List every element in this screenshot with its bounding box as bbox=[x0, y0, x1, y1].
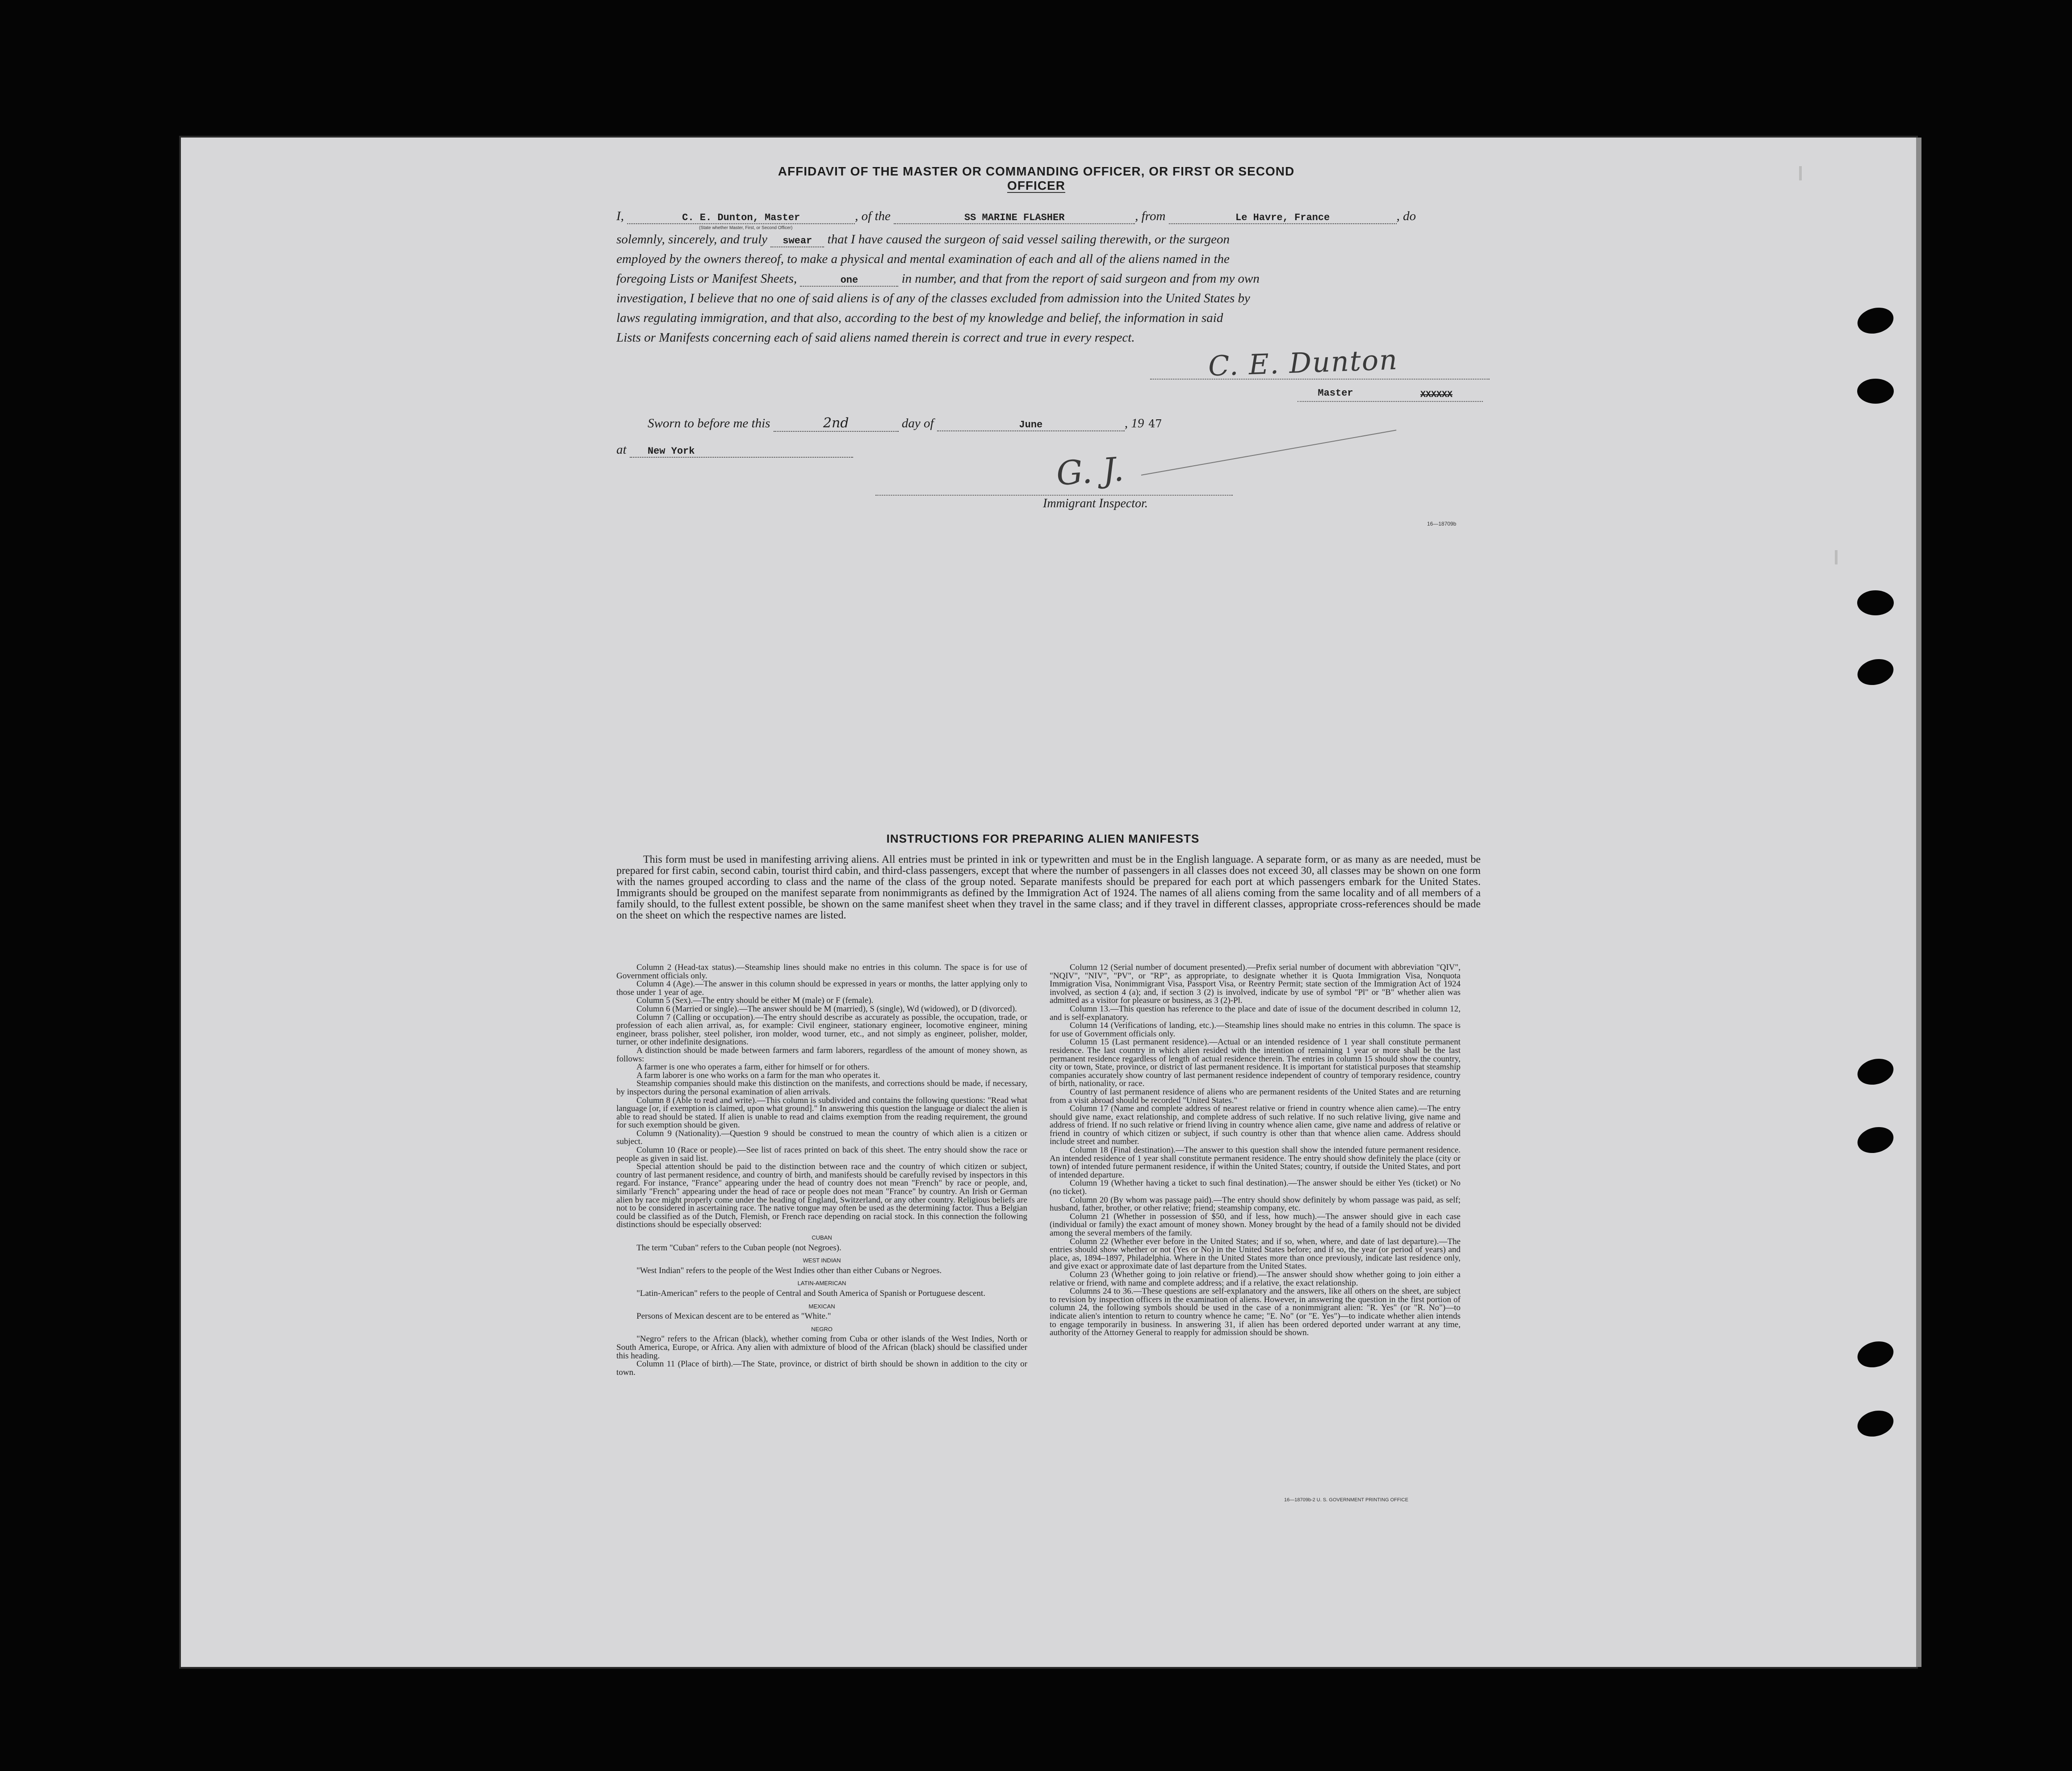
right-paragraph: Column 18 (Final destination).—The answer to this question shall show the intended future permanent residence. An intended residence of 1 year shall constitute permanent residence. The entry should show definitely the place (city or town) of intended future permanent residence, if within the United States; country, if outside the United States, and port of intended departure. bbox=[1050, 1145, 1461, 1180]
left-paragraph: Column 6 (Married or single).—The answer should be M (married), S (single), Wd (widowed), or D (divorced). bbox=[636, 1004, 1017, 1014]
affidavit-title: AFFIDAVIT OF THE MASTER OR COMMANDING OFFICER, OR FIRST OR SECOND OFFICER bbox=[778, 164, 1295, 192]
affidavit-line-3: employed by the owners thereof, to make a physical and mental examination of each and all of the aliens named in the bbox=[616, 252, 1230, 266]
master-signature: C. E. Dunton bbox=[1207, 343, 1399, 383]
sheet-count-field: one bbox=[800, 275, 898, 287]
right-paragraph: Column 14 (Verifications of landing, etc.).—Steamship lines should make no entries in this column. The space is for use of Government officials only. bbox=[1050, 1021, 1461, 1039]
vessel-name-field: SS MARINE FLASHER bbox=[894, 212, 1135, 224]
punch-hole bbox=[1857, 590, 1894, 615]
right-paragraph: Column 20 (By whom was passage paid).—The entry should show definitely by whom passage was paid, as self; husband, father, brother, or other relative; friend; steamship company, etc. bbox=[1050, 1195, 1461, 1213]
scan-mark bbox=[1835, 550, 1838, 564]
left-paragraph: A farmer is one who operates a farm, either for himself or for others. bbox=[636, 1062, 870, 1072]
inspector-signature: G. J. bbox=[1055, 450, 1125, 493]
latin-american-heading: LATIN-AMERICAN bbox=[797, 1280, 846, 1287]
affidavit-line-6: laws regulating immigration, and that also, according to the best of my knowledge and belief, the information in said bbox=[616, 311, 1223, 325]
port-field: Le Havre, France bbox=[1169, 212, 1397, 224]
right-paragraph: Column 21 (Whether in possession of $50, and if less, how much).—The answer should give in each case (individual or family) the exact amount of money shown. Money brought by the head of a family should not be divided among the several members of the family. bbox=[1050, 1211, 1461, 1238]
manifest-sheet bbox=[181, 138, 1916, 1667]
rank-struck: XXXXXX bbox=[1420, 390, 1453, 400]
scan-mark bbox=[1799, 166, 1802, 180]
negro-definition: "Negro" refers to the African (black), whether coming from Cuba or other islands of the West Indies, North or South America, Europe, or Africa. Any alien with admixture of blood of the African (black) should be classified under this heading. bbox=[616, 1334, 1027, 1361]
left-paragraph: Column 7 (Calling or occupation).—The entry should describe as accurately as possible, the occupation, trade, or profession of each alien arrival, as, for example: Civil engineer, stationary engineer, locomotive engineer, mining engineer, brass polisher, steel polisher, iron molder, wood turner, etc., and not simply as engineer, polisher, molder, turner, or other indefinite designations. bbox=[616, 1012, 1027, 1047]
mexican-heading: MEXICAN bbox=[808, 1303, 835, 1310]
west-indian-heading: WEST INDIAN bbox=[803, 1257, 841, 1264]
oath-field: swear bbox=[770, 235, 824, 247]
right-paragraph: Column 23 (Whether going to join relative or friend).—The answer should show whether going to join either a relative or friend, with name and complete address; and if a relative, the exact relationship. bbox=[1050, 1270, 1461, 1288]
sworn-line: Sworn to before me this 2nd day of June , 19 47 bbox=[648, 415, 1166, 432]
column-11-instruction: Column 11 (Place of birth).—The State, province, or district of birth should be shown in addition to the city or town. bbox=[616, 1359, 1027, 1377]
punch-hole bbox=[1857, 379, 1894, 404]
left-paragraph: Column 10 (Race or people).—See list of races printed on back of this sheet. The entry should show the race or people as given in said list. bbox=[616, 1145, 1027, 1163]
affidavit-line-7: Lists or Manifests concerning each of said aliens named therein is correct and true in every respect. bbox=[616, 330, 1135, 345]
place-field: New York bbox=[630, 446, 853, 458]
negro-heading: NEGRO bbox=[811, 1325, 833, 1332]
master-signature-line bbox=[1150, 379, 1490, 380]
left-paragraph: A distinction should be made between farmers and farm laborers, regardless of the amount of money shown, as follows: bbox=[616, 1045, 1027, 1064]
right-paragraph: Column 15 (Last permanent residence).—Actual or an intended residence of 1 year shall constitute permanent residence. The last country in which alien resided with the intention of remaining 1 year or more shall be the last permanent residence regardless of length of actual residence therein. The entries in column 15 should show the country, city or town, State, province, or district of last permanent residence. It is important for statistical purposes that steamship companies accurately show country of last permanent residence independent of country of temporary residence, country of birth, nationality, or race. bbox=[1050, 1037, 1461, 1089]
left-paragraph: Column 2 (Head-tax status).—Steamship lines should make no entries in this column. The space is for use of Government officials only. bbox=[616, 963, 1027, 981]
mexican-definition: Persons of Mexican descent are to be entered as "White." bbox=[636, 1312, 831, 1321]
officer-name-field: C. E. Dunton, Master bbox=[627, 212, 855, 224]
left-paragraph: Column 8 (Able to read and write).—This column is subdivided and contains the following questions: "Read what language [or, if exemption is claimed, upon what ground]." In answering this question the language or dialect the alien is able to read should be stated. If alien is unable to read and claims exemption from the reading requirement, the ground for such exemption should be given. bbox=[616, 1095, 1027, 1130]
right-paragraph: Column 19 (Whether having a ticket to such final destination).—The answer should be either Yes (ticket) or No (no ticket). bbox=[1050, 1178, 1461, 1197]
rank-field: Master bbox=[1318, 388, 1353, 399]
right-paragraph: Columns 24 to 36.—These questions are self-explanatory and the answers, like all others on the sheet, are subject to revision by inspection officers in the examination of aliens. However, in answering the question in the first portion of column 24, the following symbols should be used in the case of a nonimmigrant alien: "R. Yes" (or "R. No")—to indicate alien's intention to return to country whence he came; "E. No" (or "E. Yes")—to indicate whether alien intends to engage temporarily in business. In answering 31, if alien has been ordered deported under warrant at any time, authority of the Attorney General to reapply for admission should be shown. bbox=[1050, 1286, 1461, 1338]
officer-note: (State whether Master, First, or Second Officer) bbox=[699, 226, 793, 230]
affidavit-line-1: I, C. E. Dunton, Master , of the SS MARINE FLASHER , from Le Havre, France , do bbox=[616, 209, 1416, 223]
latin-american-definition: "Latin-American" refers to the people of Central and South America of Spanish or Portuguese descent. bbox=[636, 1288, 986, 1298]
title-rule bbox=[1007, 192, 1065, 193]
left-paragraph: Column 5 (Sex).—The entry should be either M (male) or F (female). bbox=[636, 996, 874, 1006]
left-paragraph: Column 4 (Age).—The answer in this column should be expressed in years or months, the latter applying only to those under 1 year of age. bbox=[616, 979, 1027, 997]
instructions-left-column bbox=[616, 964, 1027, 1377]
right-paragraph: Column 12 (Serial number of document presented).—Prefix serial number of document with abbreviation "QIV", "NQIV", "NIV", "PV", or "RP", as appropriate, to designate whether it is Quota Immigration Visa, Nonquota Immigration Visa, Nonimmigrant Visa, Passport Visa, or Reentry Permit; state section of the Immigration Act of 1924 involved, as section 4 (a); and, if section 3 (2) is involved, indicate by use of symbol "Pl" or "B" whether alien was admitted as a visitor for pleasure or business, as 3 (2)-Pl. bbox=[1050, 963, 1461, 1006]
cuban-definition: The term "Cuban" refers to the Cuban people (not Negroes). bbox=[636, 1243, 841, 1253]
west-indian-definition: "West Indian" refers to the people of the West Indies other than either Cubans or Negroes. bbox=[636, 1266, 942, 1275]
left-paragraph: Steamship companies should make this distinction on the manifests, and corrections should be made, if necessary, by inspectors during the personal examination of alien arrivals. bbox=[616, 1079, 1027, 1097]
inspector-label: Immigrant Inspector. bbox=[1043, 497, 1148, 510]
right-paragraph: Country of last permanent residence of aliens who are permanent residents of the United States and are returning from a visit abroad should be recorded "United States." bbox=[1050, 1087, 1461, 1105]
right-paragraph: Column 17 (Name and complete address of nearest relative or friend in country whence alien came).—The entry should give name, exact relationship, and complete address of such relative. If no such relative living, give name and address of friend. If no such relative or friend living in country whence alien came, give name and address of relative or friend in country of which citizen or subject, if such country is other than that whence alien came. Address should include street and number. bbox=[1050, 1104, 1461, 1147]
inspector-signature-line bbox=[875, 495, 1233, 496]
instructions-intro: This form must be used in manifesting arriving aliens. All entries must be printed in ink or typewritten and must be in the English language. A separate form, or as many as are needed, must be prepared for first cabin, second cabin, tourist third cabin, and third-class passengers, except that where the number of passengers in all classes does not exceed 30, all classes may be shown on one form with the names grouped according to class and the name of the class of the group noted. Separate manifests should be prepared for each port at which passengers embark for the United States. Immigrants should be grouped on the manifest separate from nonimmigrants as defined by the Immigration Act of 1924. The names of all aliens coming from the same locality and of all members of a family should, to the fullest extent possible, be shown on the same manifest sheet when they travel in the same class; and if they travel in different classes, appropriate cross-references should be made on the sheet on which the respective names are listed. bbox=[616, 854, 1481, 921]
sheet-edge bbox=[1916, 138, 1921, 1667]
affidavit-line-4: foregoing Lists or Manifest Sheets, one in number, and that from the report of said surgeon and from my own bbox=[616, 271, 1260, 286]
year-field: 47 bbox=[1148, 418, 1162, 430]
cuban-heading: CUBAN bbox=[812, 1234, 832, 1241]
affidavit-form-code: 16—18709b bbox=[1427, 521, 1457, 527]
rank-line bbox=[1298, 401, 1483, 402]
place-line: at New York bbox=[616, 443, 853, 458]
left-paragraph: Column 9 (Nationality).—Question 9 should be construed to mean the country of which alien is a citizen or subject. bbox=[616, 1128, 1027, 1147]
instructions-right-column bbox=[1050, 964, 1461, 1337]
affidavit-line-2: solemnly, sincerely, and truly swear that I have caused the surgeon of said vessel sailing therewith, or the surgeon bbox=[616, 232, 1230, 246]
instructions-title: INSTRUCTIONS FOR PREPARING ALIEN MANIFESTS bbox=[886, 832, 1200, 845]
left-paragraph: Special attention should be paid to the distinction between race and the country of which citizen or subject, country of last permanent residence, and country of birth, and manifests should be carefully revised by inspectors in this regard. For instance, "France" appearing under the head of country does not mean "French" by race or people, and, similarly "French" appearing under the head of race or people does not mean "France" by country. An Irish or German alien by race might properly come under the heading of England, Switzerland, or any other country. Religious beliefs are not to be considered in ascertaining race. The native tongue may often be used as the determining factor. Thus a Belgian could be classified as of the Dutch, Flemish, or French race depending on racial stock. In this connection the following distinctions should be especially observed: bbox=[616, 1162, 1027, 1230]
right-paragraph: Column 22 (Whether ever before in the United States; and if so, when, where, and date of last departure).—The entries should show whether or not (Yes or No) in the United States before; and if so, the year (or period of years) and place, as, 1894–1897, Philadelphia. Where in the United States more than once previously, indicate last residence only, and give exact or approximate date of last departure from the United States. bbox=[1050, 1236, 1461, 1271]
affidavit-line-5: investigation, I believe that no one of said aliens is of any of the classes excluded from admission into the United States by bbox=[616, 291, 1250, 305]
sworn-day-field: 2nd bbox=[774, 415, 899, 432]
printing-office-code: 16—18709b-2 U. S. GOVERNMENT PRINTING OFFICE bbox=[1284, 1497, 1408, 1503]
right-paragraph: Column 13.—This question has reference to the place and date of issue of the document described in column 12, and is self-explanatory. bbox=[1050, 1004, 1461, 1022]
signature-stroke bbox=[1141, 430, 1397, 476]
left-paragraph: A farm laborer is one who works on a farm for the man who operates it. bbox=[636, 1070, 880, 1080]
sworn-month-field: June bbox=[937, 419, 1125, 431]
